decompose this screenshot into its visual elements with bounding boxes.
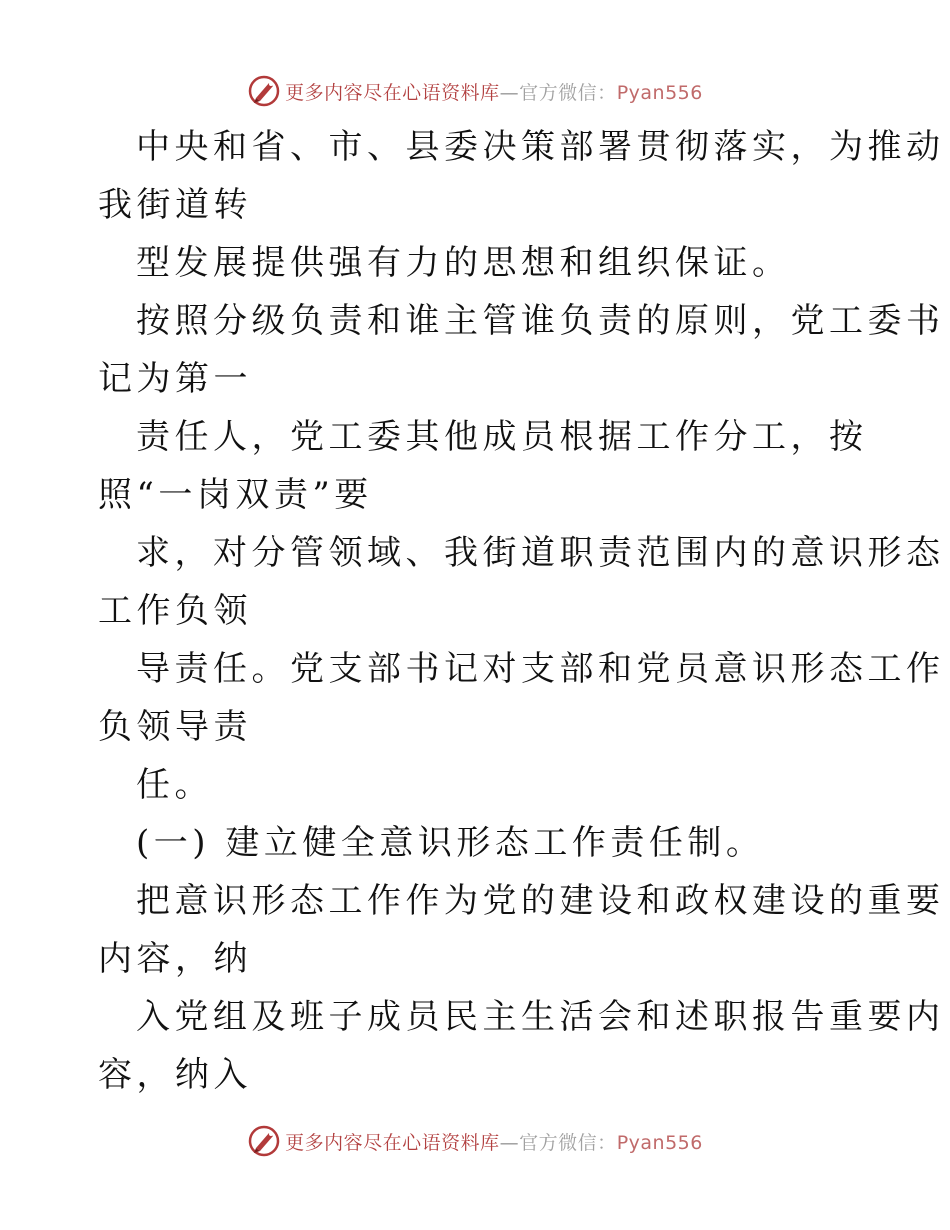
document-body — [98, 118, 945, 1104]
paragraph-line: 工作负领 — [98, 591, 252, 631]
header-banner — [0, 71, 950, 111]
paragraph-line: 中央和省、市、县委决策部署贯彻落实，为推动 — [136, 127, 945, 167]
paragraph-line: 按照分级负责和谁主管谁负责的原则，党工委书 — [136, 301, 945, 341]
paragraph-line: 责任人，党工委其他成员根据工作分工，按 — [136, 417, 868, 457]
footer-wechat-label: 官方微信： — [519, 1131, 617, 1154]
footer-banner-title: 更多内容尽在心语资料库 — [285, 1131, 500, 1154]
paragraph-line: 容，纳入 — [98, 1055, 252, 1095]
header-wechat-id: Pyan556 — [616, 81, 703, 104]
paragraph-line: 我街道转 — [98, 185, 252, 225]
paragraph-line: 记为第一 — [98, 359, 252, 399]
paragraph-line: 把意识形态工作作为党的建设和政权建设的重要 — [136, 881, 945, 921]
footer-banner-text — [285, 1128, 703, 1155]
footer-wechat-id: Pyan556 — [616, 1131, 703, 1154]
section-heading: (一) 建立健全意识形态工作责任制。 — [136, 823, 765, 863]
document-pen-logo-icon — [247, 74, 281, 108]
paragraph-line: 内容，纳 — [98, 939, 252, 979]
paragraph-line: 求，对分管领域、我街道职责范围内的意识形态 — [136, 533, 945, 573]
paragraph-line: 任。 — [136, 765, 213, 805]
footer-banner — [0, 1121, 950, 1161]
paragraph-line: 型发展提供强有力的思想和组织保证。 — [136, 243, 791, 283]
header-banner-text — [285, 78, 703, 105]
paragraph-line: 照“一岗双责”要 — [98, 475, 373, 515]
paragraph-line: 入党组及班子成员民主生活会和述职报告重要内 — [136, 997, 945, 1037]
header-wechat-label: 官方微信： — [519, 81, 617, 104]
header-banner-title: 更多内容尽在心语资料库 — [285, 81, 500, 104]
header-banner-separator: — — [499, 81, 520, 104]
paragraph-line: 负领导责 — [98, 707, 252, 747]
document-pen-logo-icon — [247, 1124, 281, 1158]
paragraph-line: 导责任。党支部书记对支部和党员意识形态工作 — [136, 649, 945, 689]
footer-banner-separator: — — [499, 1131, 520, 1154]
